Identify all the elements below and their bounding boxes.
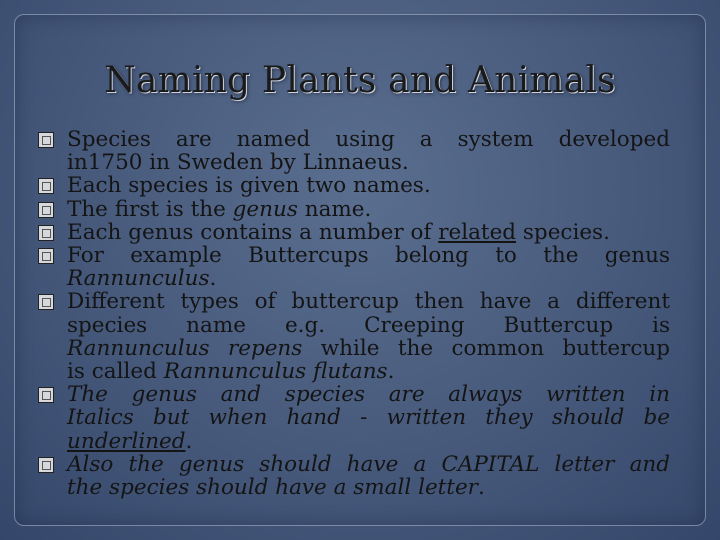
text-run: . bbox=[387, 359, 395, 385]
text-run: . bbox=[209, 266, 217, 292]
text-run: while the common buttercup bbox=[302, 335, 670, 361]
square-bullet-icon bbox=[38, 225, 54, 241]
text-run: Rannunculus repens bbox=[67, 335, 303, 361]
bullet-line bbox=[67, 360, 670, 383]
bullet-item bbox=[38, 453, 670, 499]
square-bullet-icon bbox=[38, 387, 54, 403]
text-run: The genus and species are always written in bbox=[67, 382, 670, 408]
text-run: Each genus contains a number of bbox=[67, 219, 439, 245]
bullet-item bbox=[38, 198, 670, 221]
text-run: Italics but when hand - written they should be bbox=[67, 405, 670, 431]
square-bullet-icon bbox=[38, 178, 54, 194]
text-run: underlined bbox=[67, 428, 186, 454]
square-bullet-icon bbox=[38, 132, 54, 148]
text-run: . bbox=[477, 475, 485, 501]
text-run: genus bbox=[232, 196, 298, 222]
slide-title: Naming Plants and Animals bbox=[104, 60, 616, 101]
square-bullet-icon bbox=[38, 457, 54, 473]
bullet-item bbox=[38, 244, 670, 290]
text-run: Species are named using a system developed bbox=[67, 127, 670, 152]
bullet-item bbox=[38, 290, 670, 383]
slide-body bbox=[38, 128, 670, 499]
text-run: The first is the bbox=[67, 196, 233, 222]
bullet-item bbox=[38, 221, 670, 244]
bullet-item bbox=[38, 128, 670, 174]
bullet-line bbox=[67, 128, 670, 151]
text-run: in1750 in Sweden by Linnaeus. bbox=[67, 150, 409, 176]
bullet-line bbox=[67, 383, 670, 406]
text-run: the species should have a small letter bbox=[67, 475, 478, 501]
bullet-line bbox=[67, 406, 670, 429]
square-bullet-icon bbox=[38, 202, 54, 218]
text-run: is called bbox=[67, 359, 164, 385]
text-run: Rannunculus flutans bbox=[163, 359, 388, 385]
bullet-item bbox=[38, 383, 670, 453]
text-run: Different types of buttercup then have a different bbox=[67, 289, 670, 315]
text-run: For example Buttercups belong to the genus bbox=[67, 243, 670, 269]
bullet-line bbox=[67, 151, 670, 174]
bullet-item bbox=[38, 174, 670, 197]
bullet-line bbox=[67, 267, 670, 290]
text-run: Each species is given two names. bbox=[67, 173, 431, 199]
bullet-line bbox=[67, 174, 670, 197]
text-run: name. bbox=[297, 196, 372, 222]
text-run: Rannunculus bbox=[67, 266, 210, 292]
text-run: Also the genus should have a CAPITAL letter and bbox=[67, 451, 670, 477]
bullet-line bbox=[67, 290, 670, 313]
text-run: related bbox=[438, 219, 517, 245]
square-bullet-icon bbox=[38, 248, 54, 264]
square-bullet-icon bbox=[38, 294, 54, 310]
bullet-line bbox=[67, 244, 670, 267]
bullet-line bbox=[67, 314, 670, 337]
text-run: . bbox=[185, 428, 193, 454]
bullet-line bbox=[67, 453, 670, 476]
text-run: species. bbox=[516, 219, 610, 245]
bullet-line bbox=[67, 476, 670, 499]
bullet-line bbox=[67, 221, 670, 244]
text-run: species name e.g. Creeping Buttercup is bbox=[67, 312, 670, 338]
bullet-line bbox=[67, 198, 670, 221]
bullet-line bbox=[67, 430, 670, 453]
bullet-line bbox=[67, 337, 670, 360]
